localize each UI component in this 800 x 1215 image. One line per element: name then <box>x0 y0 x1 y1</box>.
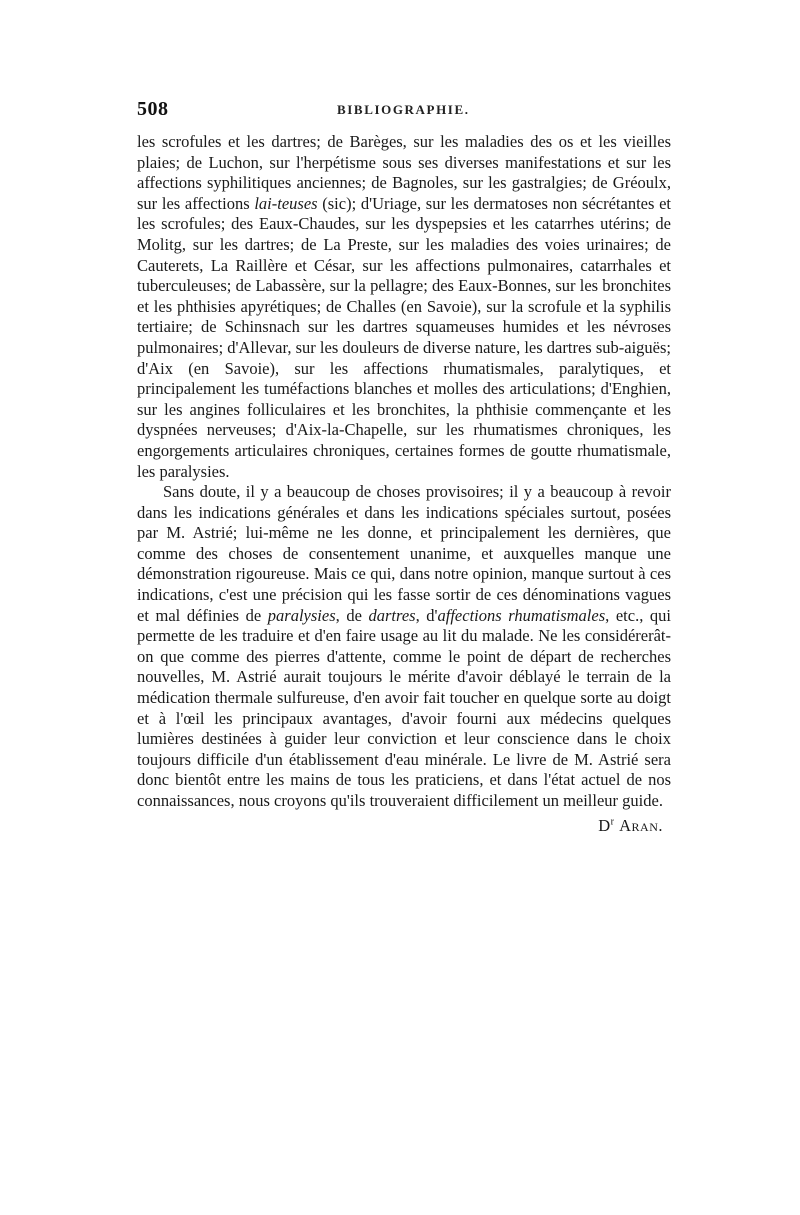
signature-sup: r <box>610 816 615 828</box>
paragraph-2-text-3: , d' <box>415 605 438 625</box>
author-signature <box>137 816 671 836</box>
paragraph-2-italic-3: affections rhumatismales <box>437 605 606 625</box>
running-title: BIBLIOGRAPHIE. <box>337 102 470 117</box>
paragraph-1-italic-1: lai-teuses <box>254 193 318 213</box>
paragraph-2-text-4: , etc., qui permette de les traduire et d'en faire usage au lit du malade. Ne les considérerât-on que comme des pierres d'attente, comme le point de départ de recherches nouvelles, M. Astrié aurait toujours le mérite d'avoir déblayé le terrain de la médication thermale sulfureuse, d'en avoir fait toucher en quelque sorte au doigt et à l'œil les principaux avantages, d'avoir fourni aux médecins quelques lumières destinées à guider leur conviction et leur conscience dans le choix toujours difficile d'un établissement d'eau minérale. Le livre de M. Astrié sera donc bientôt entre les mains de tous les praticiens, et dans l'état actuel de nos connaissances, nous croyons qu'ils trouveraient difficilement un meilleur guide. <box>137 605 671 810</box>
book-page <box>137 98 671 836</box>
paragraph-2-text-2: , de <box>335 605 369 625</box>
paragraph-2-italic-1: paralysies <box>267 605 336 625</box>
page-header <box>137 98 671 132</box>
paragraph-2 <box>137 482 671 812</box>
signature-prefix: D <box>598 815 611 835</box>
body-text <box>137 132 671 812</box>
paragraph-1-text-2: (sic); d'Uriage, sur les dermatoses non sécrétantes et les scrofules; des Eaux-Chaudes, sur les dyspepsies et les catarrhes utérins; de Molitg, sur les dartres; de La Preste, sur les maladies des voies urinaires; de Cauterets, La Raillère et César, sur les affections pulmonaires, catarrhales et tuberculeuses; de Labassère, sur la pellagre; des Eaux-Bonnes, sur les bronchites et les phthisies apyrétiques; de Challes (en Savoie), sur la scrofule et la syphilis tertiaire; de Schinsnach sur les dartres squameuses humides et les névroses pulmonaires; d'Allevar, sur les douleurs de diverse nature, les dartres sub-aiguës; d'Aix (en Savoie), sur les affections rhumatismales, paralytiques, et principalement les tuméfactions blanches et molles des articulations; d'Enghien, sur les angines folliculaires et les bronchites, la phthisie commençante et les dyspnées nerveuses; d'Aix-la-Chapelle, sur les rhumatismes chroniques, les engorgements articulaires chroniques, certaines formes de goutte rhumatismale, les paralysies. <box>137 193 671 481</box>
paragraph-2-text-1: Sans doute, il y a beaucoup de choses provisoires; il y a beaucoup à revoir dans les indications générales et dans les indications spéciales surtout, posées par M. Astrié; lui-même ne les donne, et principalement les dernières, que comme des choses de consentement unanime, et auxquelles manque une démonstration rigoureuse. Mais ce qui, dans notre opinion, manque surtout à ces indications, c'est une précision qui les fasse sortir de ces dénominations vagues et mal définies de <box>137 482 671 625</box>
paragraph-2-italic-2: dartres <box>368 605 416 625</box>
page-number: 508 <box>137 98 169 120</box>
paragraph-1 <box>137 132 671 482</box>
signature-name: Aran. <box>619 815 663 835</box>
paragraph-1-text-1: les scrofules et les dartres; de Barèges, sur les maladies des os et les vieilles plaies; de Luchon, sur l'herpétisme sous ses diverses manifestations et sur les affections syphilitiques anciennes; de Bagnoles, sur les gastralgies; de Gréoulx, sur les affections <box>137 132 671 213</box>
